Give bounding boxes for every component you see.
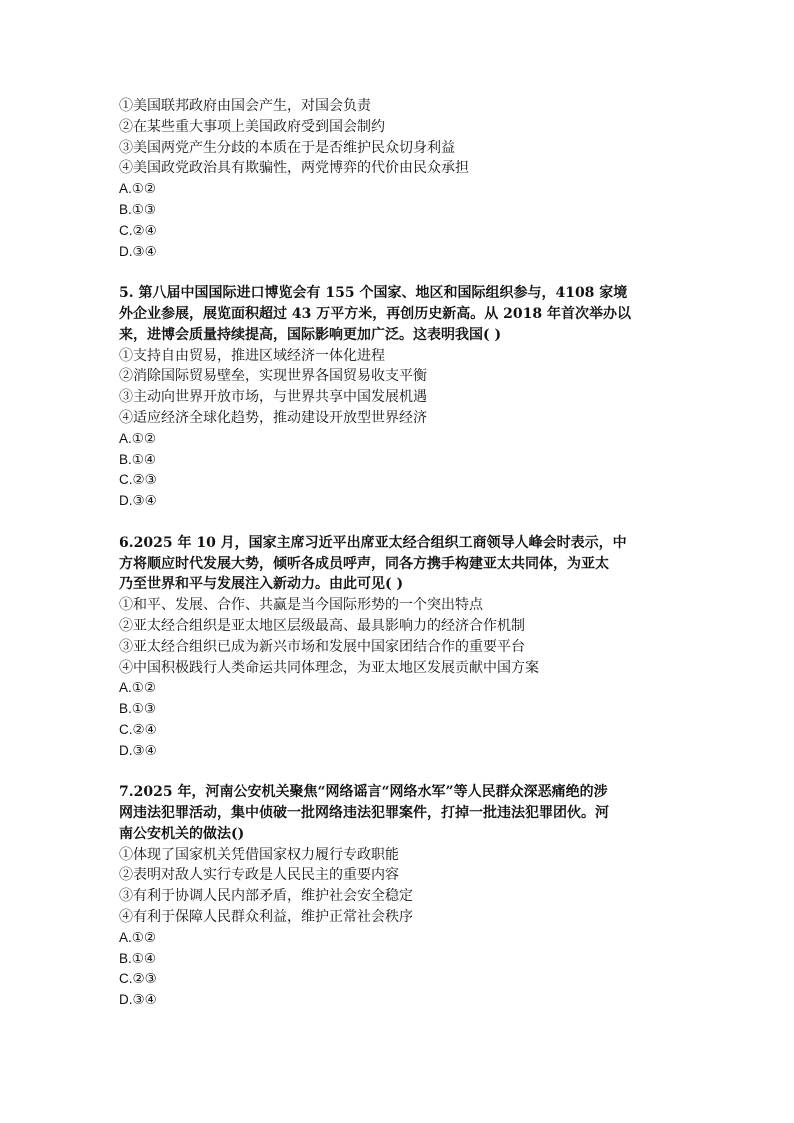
statement-2: ②表明对敌人实行专政是人民民主的重要内容 xyxy=(119,867,399,884)
question-block-continued xyxy=(119,96,681,262)
statement-4: ④适应经济全球化趋势，推动建设开放型世界经济 xyxy=(119,409,427,426)
statement-4: ④中国积极践行人类命运共同体理念，为亚太地区发展贡献中国方案 xyxy=(119,659,539,676)
question-block-7 xyxy=(119,782,681,1011)
option-c: C.②④ xyxy=(119,721,157,737)
question-stem xyxy=(119,782,681,844)
stem-line-3: 乃至世界和平与发展注入新动力。由此可见( ) xyxy=(119,576,404,593)
option-d: D.③④ xyxy=(119,742,157,758)
stem-line-3: 来，进博会质量持续提高，国际影响更加广泛。这表明我国( ) xyxy=(119,326,502,343)
question-spacer xyxy=(119,262,681,283)
statement-2: ②在某些重大事项上美国政府受到国会制约 xyxy=(119,118,385,135)
option-b: B.①④ xyxy=(119,451,156,467)
stem-line-2: 网违法犯罪活动，集中侦破一批网络违法犯罪案件，打掉一批违法犯罪团伙。河 xyxy=(119,805,609,822)
statement-3: ③亚太经合组织已成为新兴市场和发展中国家团结合作的重要平台 xyxy=(119,638,525,655)
option-a: A.①② xyxy=(119,680,156,696)
option-d: D.③④ xyxy=(119,992,157,1008)
option-b: B.①③ xyxy=(119,701,156,717)
stem-line-1: 5. 第八届中国国际进口博览会有 155 个国家、地区和国际组织参与，4108 家境 xyxy=(119,285,628,302)
option-c: C.②③ xyxy=(119,472,157,488)
statement-2: ②亚太经合组织是亚太地区层级最高、最具影响力的经济合作机制 xyxy=(119,617,525,634)
stem-line-3: 南公安机关的做法() xyxy=(119,825,245,842)
statement-4: ④有利于保障人民群众利益，维护正常社会秩序 xyxy=(119,909,413,926)
stem-line-2: 外企业参展，展览面积超过 43 万平方米，再创历史新高。从 2018 年首次举办以 xyxy=(119,305,631,322)
stem-line-2: 方将顺应时代发展大势，倾听各成员呼声，同各方携手构建亚太共同体，为亚太 xyxy=(119,555,609,572)
question-block-6 xyxy=(119,533,681,762)
statement-2: ②消除国际贸易壁垒，实现世界各国贸易收支平衡 xyxy=(119,368,427,385)
option-c: C.②④ xyxy=(119,222,157,238)
option-a: A.①② xyxy=(119,929,156,945)
statement-1: ①美国联邦政府由国会产生，对国会负责 xyxy=(119,98,371,114)
statement-4: ④美国政党政治具有欺骗性，两党博弈的代价由民众承担 xyxy=(119,160,469,177)
stem-line-1: 6.2025 年 10 月，国家主席习近平出席亚太经合组织工商领导人峰会时表示，中 xyxy=(119,534,627,551)
option-b: B.①③ xyxy=(119,201,156,217)
document-content xyxy=(119,96,681,1011)
statement-3: ③主动向世界开放市场，与世界共享中国发展机遇 xyxy=(119,389,427,406)
option-a: A.①② xyxy=(119,430,156,446)
question-spacer xyxy=(119,762,681,783)
question-stem xyxy=(119,283,681,345)
option-a: A.①② xyxy=(119,181,156,197)
option-c: C.②③ xyxy=(119,971,157,987)
question-spacer xyxy=(119,512,681,533)
statement-1: ①体现了国家机关凭借国家权力履行专政职能 xyxy=(119,846,399,863)
stem-line-1: 7.2025 年，河南公安机关聚焦“网络谣言“网络水军”等人民群众深恶痛绝的涉 xyxy=(119,784,608,801)
option-d: D.③④ xyxy=(119,243,157,259)
question-block-5 xyxy=(119,283,681,512)
option-b: B.①④ xyxy=(119,950,156,966)
question-stem xyxy=(119,533,681,595)
statement-3: ③美国两党产生分歧的本质在于是否维护民众切身利益 xyxy=(119,139,455,156)
option-d: D.③④ xyxy=(119,493,157,509)
statement-1: ①和平、发展、合作、共赢是当今国际形势的一个突出特点 xyxy=(119,597,483,614)
statement-3: ③有利于协调人民内部矛盾，维护社会安全稳定 xyxy=(119,888,413,905)
statement-1: ①支持自由贸易，推进区域经济一体化进程 xyxy=(119,347,385,364)
